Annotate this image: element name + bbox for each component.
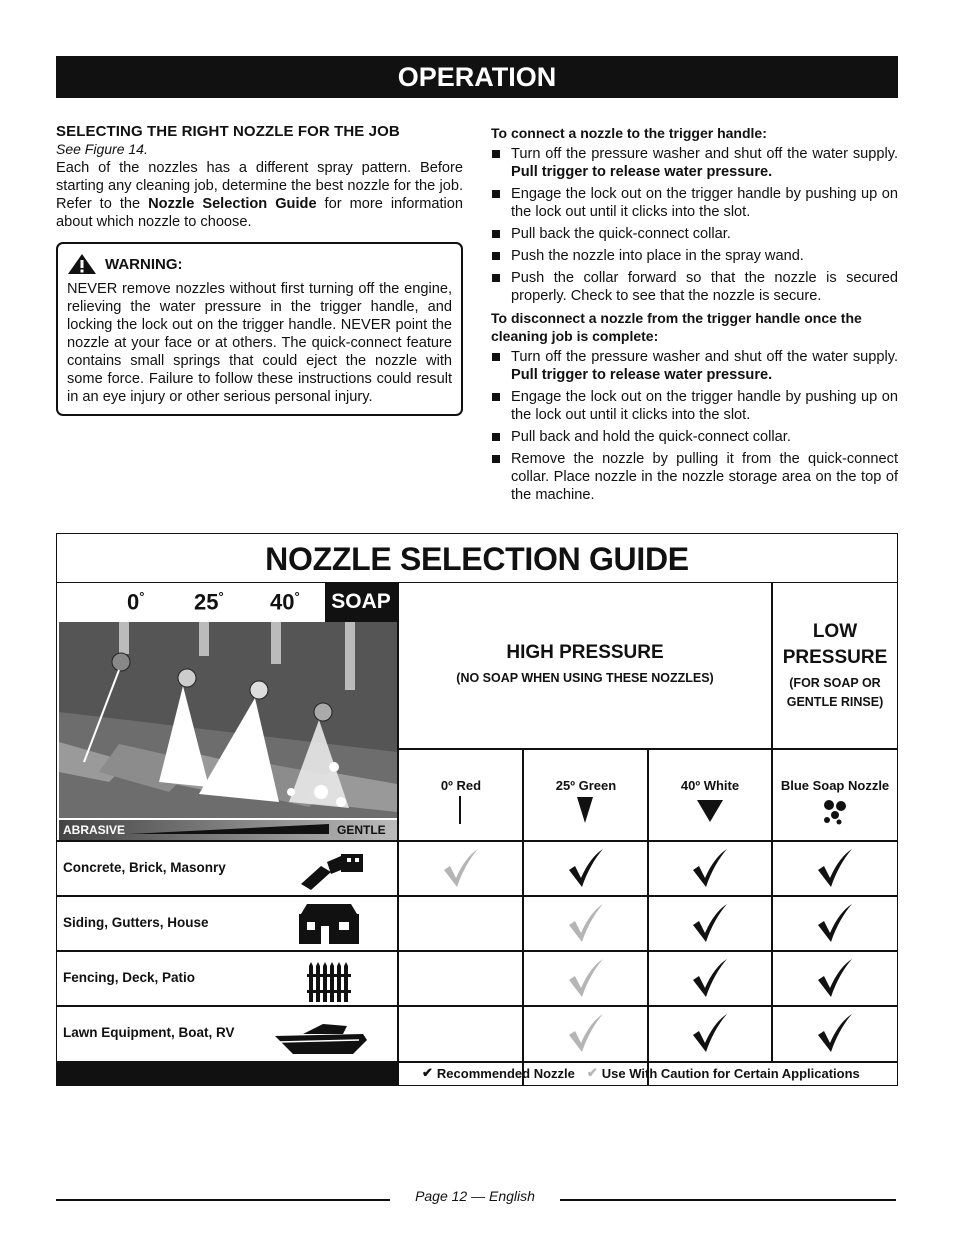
nozzle-selection-guide bbox=[56, 533, 898, 1086]
row-label-lawn-equipment: Lawn Equipment, Boat, RV bbox=[63, 1025, 235, 1040]
disconnect-title: To disconnect a nozzle from the trigger handle once the cleaning job is complete: bbox=[491, 310, 862, 344]
recommended-check-icon bbox=[691, 958, 729, 998]
low-pressure-label: LOW PRESSURE bbox=[782, 621, 888, 668]
list-item: Push the collar forward so that the nozzle is secured properly. Check to see that the nozzle is secure. bbox=[491, 269, 898, 305]
gentle-label: GENTLE bbox=[337, 823, 386, 837]
low-pressure-note: (FOR SOAP OR GENTLE RINSE) bbox=[786, 676, 884, 709]
warning-triangle-icon bbox=[67, 253, 97, 275]
figure-reference: See Figure 14. bbox=[56, 141, 148, 157]
boat-icon bbox=[273, 1018, 369, 1056]
soap-label: SOAP bbox=[325, 582, 397, 622]
list-item: Remove the nozzle by pulling it from the quick-connect collar. Place nozzle in the nozzle storage area on the top of the machine. bbox=[491, 450, 898, 504]
list-item: Push the nozzle into place in the spray wand. bbox=[491, 247, 898, 265]
row-label-fencing: Fencing, Deck, Patio bbox=[63, 970, 196, 985]
recommended-check-icon bbox=[691, 1013, 729, 1053]
connect-title: To connect a nozzle to the trigger handle: bbox=[491, 125, 767, 141]
legend-filler bbox=[57, 1063, 397, 1085]
legend-recommended: Recommended Nozzle bbox=[436, 1065, 575, 1081]
recommended-check-icon bbox=[691, 848, 729, 888]
abrasive-label: ABRASIVE bbox=[63, 823, 126, 837]
warning-text: NEVER remove nozzles without first turning off the engine, relieving the water pressure in the trigger handle, and locking the lock out on the trigger handle. NEVER point the nozzle at your face or at others. The quick-connect feature contains small springs that could eject the nozzle with some force. Failure to follow these instructions could result in an eye injury or other serious personal injury. bbox=[67, 281, 452, 405]
degree-label-40: 40° bbox=[270, 589, 300, 615]
recommended-check-icon bbox=[816, 1013, 854, 1053]
spray-25-icon bbox=[577, 797, 593, 823]
footer-rule-right bbox=[560, 1199, 896, 1201]
page-footer: Page 12 — English bbox=[415, 1188, 535, 1204]
legend bbox=[422, 1065, 860, 1081]
high-pressure-label: HIGH PRESSURE bbox=[506, 642, 664, 663]
caution-check-icon bbox=[567, 903, 605, 943]
recommended-check-icon bbox=[816, 958, 854, 998]
disconnect-list bbox=[491, 348, 898, 504]
recommended-check-icon bbox=[816, 848, 854, 888]
degree-label-0: 0° bbox=[127, 589, 145, 615]
list-item: Pull back the quick-connect collar. bbox=[491, 225, 898, 243]
building-spray-icon bbox=[301, 848, 365, 890]
list-item: Engage the lock out on the trigger handle by pushing up on the lock out until it clicks into the slot. bbox=[491, 185, 898, 221]
row-label-siding: Siding, Gutters, House bbox=[63, 915, 209, 930]
house-icon bbox=[297, 902, 361, 946]
list-item: Pull back and hold the quick-connect collar. bbox=[491, 428, 898, 446]
high-pressure-note: (NO SOAP WHEN USING THESE NOZZLES) bbox=[456, 671, 714, 685]
caution-check-icon bbox=[567, 958, 605, 998]
recommended-check-icon bbox=[816, 903, 854, 943]
warning-title: WARNING: bbox=[105, 255, 183, 273]
caution-check-icon bbox=[442, 848, 480, 888]
nozzle-header-0-red: 0º Red bbox=[440, 778, 482, 793]
spray-40-icon bbox=[697, 800, 723, 822]
degree-label-25: 25° bbox=[194, 589, 224, 615]
fence-icon bbox=[307, 960, 351, 1002]
warning-box bbox=[56, 242, 463, 416]
soap-bubbles-icon bbox=[821, 799, 849, 825]
right-column bbox=[491, 124, 898, 508]
nozzle-header-40-white: 40º White bbox=[680, 778, 740, 793]
nozzle-spray-illustration bbox=[59, 622, 397, 818]
caution-check-icon: ✔ bbox=[586, 1065, 598, 1080]
guide-title: NOZZLE SELECTION GUIDE bbox=[57, 534, 897, 583]
spray-0-icon bbox=[457, 796, 463, 824]
intro-paragraph: Each of the nozzles has a different spray pattern. Before starting any cleaning job, determine the best nozzle for the job. Refer to the Nozzle Selection Guide for more information about which nozzle to choose. bbox=[56, 160, 464, 230]
recommended-check-icon bbox=[567, 848, 605, 888]
footer-rule-left bbox=[56, 1199, 390, 1201]
list-item: Turn off the pressure washer and shut off the water supply. Pull trigger to release water pressure. bbox=[491, 348, 898, 384]
nozzle-header-25-green: 25º Green bbox=[555, 778, 617, 793]
list-item: Turn off the pressure washer and shut off the water supply. Pull trigger to release water pressure. bbox=[491, 145, 898, 181]
recommended-check-icon bbox=[691, 903, 729, 943]
recommended-check-icon: ✔ bbox=[422, 1065, 433, 1080]
caution-check-icon bbox=[567, 1013, 605, 1053]
row-label-concrete: Concrete, Brick, Masonry bbox=[63, 860, 226, 875]
section-heading: SELECTING THE RIGHT NOZZLE FOR THE JOB bbox=[56, 123, 400, 140]
nozzle-header-soap: Blue Soap Nozzle bbox=[780, 778, 890, 793]
list-item: Engage the lock out on the trigger handle by pushing up on the lock out until it clicks into the slot. bbox=[491, 388, 898, 424]
section-banner: OPERATION bbox=[56, 56, 898, 98]
legend-caution: Use With Caution for Certain Applications bbox=[601, 1065, 860, 1081]
connect-list bbox=[491, 145, 898, 305]
left-column bbox=[56, 123, 463, 416]
